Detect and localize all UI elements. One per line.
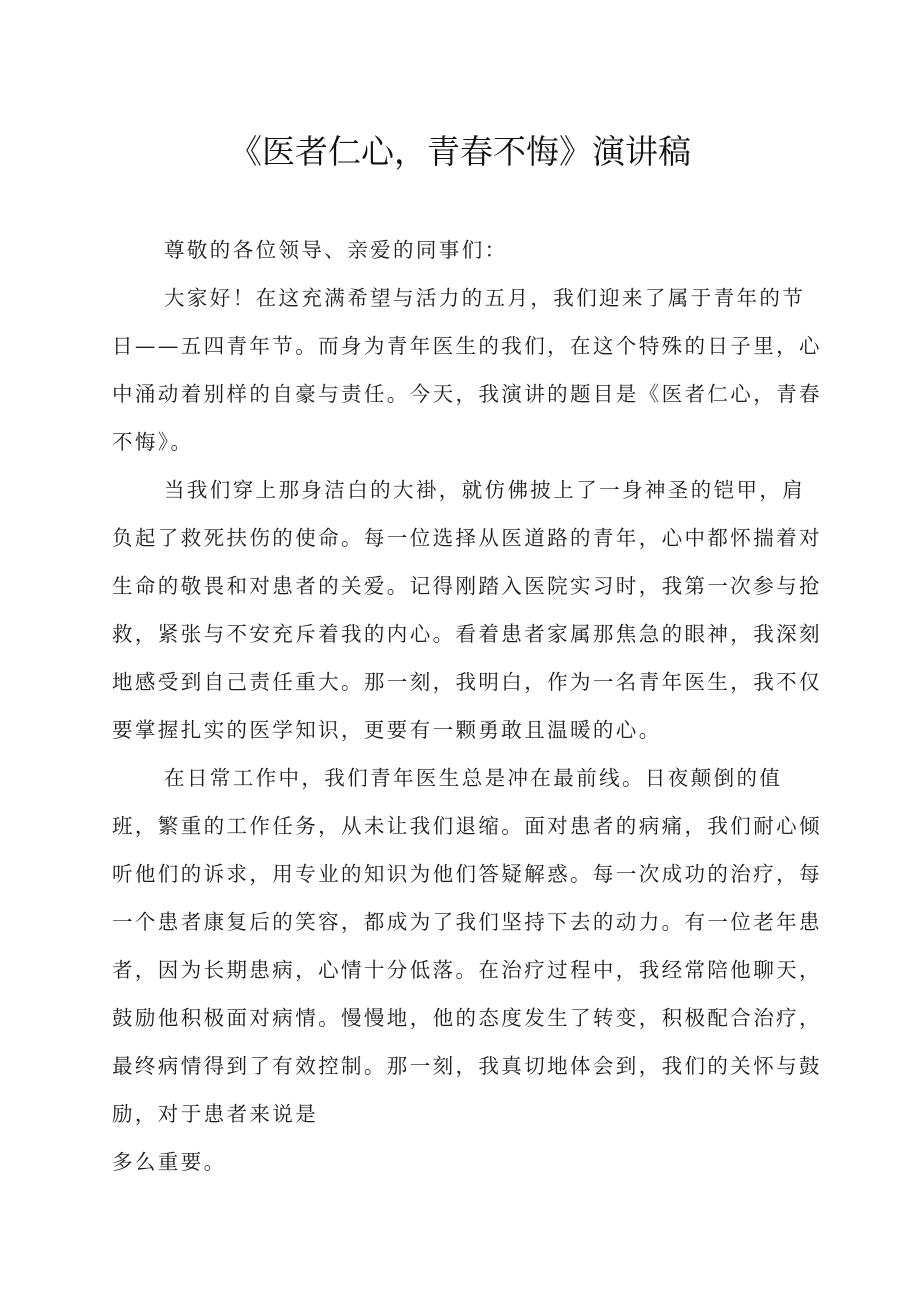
paragraph-1: 大家好！在这充满希望与活力的五月，我们迎来了属于青年的节日——五四青年节。而身为青年医生的我们，在这个特殊的日子里，心中涌动着别样的自豪与责任。今天，我演讲的题目是《医者仁心，青春不悔》。 <box>112 286 822 454</box>
paragraph-3: 在日常工作中，我们青年医生总是冲在最前线。日夜颠倒的值班，繁重的工作任务，从未让我们退缩。面对患者的病痛，我们耐心倾听他们的诉求，用专业的知识为他们答疑解惑。每一次成功的治疗，每一个患者康复后的笑容，都成为了我们坚持下去的动力。有一位老年患者，因为长期患病，心情十分低落。在治疗过程中，我经常陪他聊天，鼓励他积极面对病情。慢慢地，他的态度发生了转变，积极配合治疗，最终病情得到了有效控制。那一刻，我真切地体会到，我们的关怀与鼓励，对于患者来说是 <box>112 766 822 1126</box>
document-title: 《医者仁心，青春不悔》演讲稿 <box>229 132 691 171</box>
document-body <box>112 226 824 1186</box>
greeting-line: 尊敬的各位领导、亲爱的同事们： <box>164 238 508 262</box>
paragraph-2: 当我们穿上那身洁白的大褂，就仿佛披上了一身神圣的铠甲，肩负起了救死扶伤的使命。每一位选择从医道路的青年，心中都怀揣着对生命的敬畏和对患者的关爱。记得刚踏入医院实习时，我第一次参与抢救，紧张与不安充斥着我的内心。看着患者家属那焦急的眼神，我深刻地感受到自己责任重大。那一刻，我明白，作为一名青年医生，我不仅要掌握扎实的医学知识，更要有一颗勇敢且温暖的心。 <box>112 478 822 742</box>
paragraph-3-tail: 多么重要。 <box>112 1150 227 1174</box>
